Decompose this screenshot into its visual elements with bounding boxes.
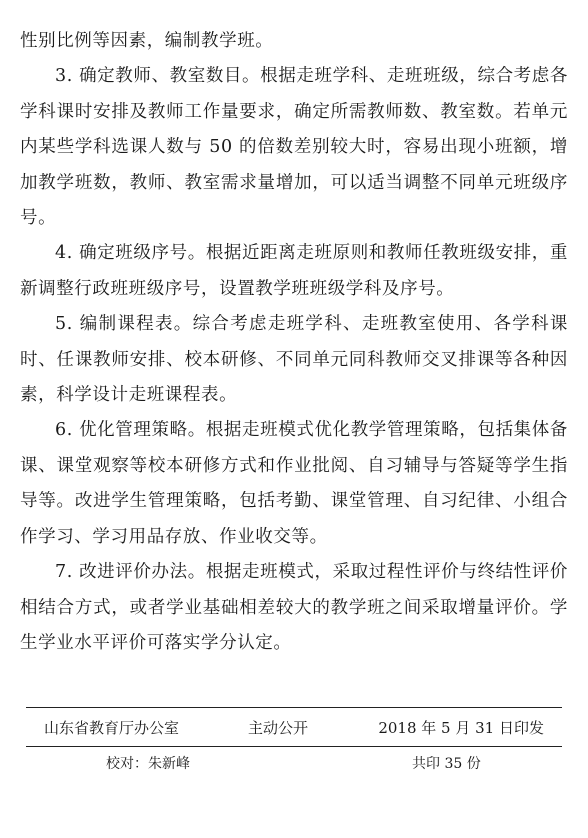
- footer-issue-row: [26, 708, 562, 746]
- paragraph-item-4: 4. 确定班级序号。根据近距离走班原则和教师任教班级安排，重新调整行政班班级序号，设置教学班班级学科及序号。: [20, 243, 568, 299]
- paragraph-item-3: 3. 确定教师、教室数目。根据走班学科、走班班级，综合考虑各学科课时安排及教师工作量要求，确定所需教师数、教室数。若单元内某些学科选课人数与 50 的倍数差别较大时，容易出现小班额，增加教学班数，教师、教室需求量增加，可以适当调整不同单元班级序号。: [20, 66, 568, 229]
- paragraph-item-6: 6. 优化管理策略。根据走班模式优化教学管理策略，包括集体备课、课堂观察等校本研修方式和作业批阅、自习辅导与答疑等学生指导等。改进学生管理策略，包括考勤、课堂管理、自习纪律、小组合作学习、学习用品存放、作业收交等。: [20, 420, 568, 547]
- issue-date: 2018 年 5 月 31 日印发: [378, 719, 544, 737]
- document-footer: [26, 707, 562, 777]
- issuing-office: 山东省教育厅办公室: [44, 719, 180, 737]
- paragraph-continuation: 性别比例等因素，编制教学班。: [20, 31, 274, 51]
- paragraph-item-5: 5. 编制课程表。综合考虑走班学科、走班教室使用、各学科课时、任课教师安排、校本研修、不同单元同科教师交叉排课等各种因素，科学设计走班课程表。: [20, 314, 568, 406]
- proofreader: 校对：朱新峰: [106, 756, 190, 772]
- paragraph-item-7: 7. 改进评价办法。根据走班模式，采取过程性评价与终结性评价相结合方式，或者学业基础相差较大的教学班之间采取增量评价。学生学业水平评价可落实学分认定。: [20, 562, 568, 653]
- document-body: [20, 24, 568, 661]
- publicity-status: 主动公开: [248, 719, 309, 737]
- footer-proof-row: [26, 747, 562, 777]
- print-copies: 共印 35 份: [412, 756, 481, 772]
